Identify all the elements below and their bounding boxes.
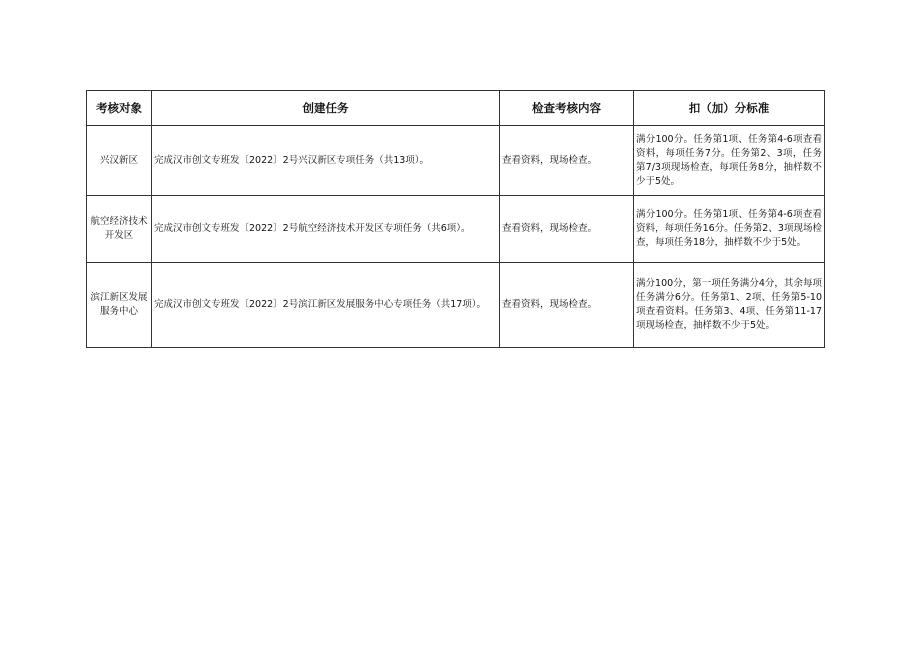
inspection-content-cell: 查看资料，现场检查。 [500, 126, 634, 196]
header-inspection-content: 检查考核内容 [500, 91, 634, 126]
header-task: 创建任务 [152, 91, 500, 126]
assessment-target-cell: 滨江新区发展服务中心 [87, 263, 152, 348]
header-assessment-target: 考核对象 [87, 91, 152, 126]
scoring-standard-cell: 满分100分，第一项任务满分4分，其余每项任务满分6分。任务第1、2项、任务第5-10项查看资料。任务第3、4项、任务第11-17项现场检查，抽样数不少于5处。 [634, 263, 825, 348]
header-row [87, 91, 825, 126]
table-row [87, 126, 825, 196]
header-scoring-standard: 扣（加）分标准 [634, 91, 825, 126]
assessment-table [86, 90, 825, 348]
scoring-standard-cell: 满分100分。任务第1项、任务第4-6项查看资料，每项任务16分。任务第2、3项现场检查，每项任务18分，抽样数不少于5处。 [634, 196, 825, 263]
inspection-content-cell: 查看资料，现场检查。 [500, 196, 634, 263]
task-cell: 完成汉市创文专班发〔2022〕2号滨江新区发展服务中心专项任务（共17项）。 [152, 263, 500, 348]
scoring-standard-cell: 满分100分。任务第1项、任务第4-6项查看资料，每项任务7分。任务第2、3项，任务第7/3项现场检查，每项任务8分，抽样数不少于5处。 [634, 126, 825, 196]
assessment-target-cell: 航空经济技术开发区 [87, 196, 152, 263]
inspection-content-cell: 查看资料，现场检查。 [500, 263, 634, 348]
task-cell: 完成汉市创文专班发〔2022〕2号航空经济技术开发区专项任务（共6项）。 [152, 196, 500, 263]
task-cell: 完成汉市创文专班发〔2022〕2号兴汉新区专项任务（共13项）。 [152, 126, 500, 196]
assessment-target-cell: 兴汉新区 [87, 126, 152, 196]
table-row [87, 263, 825, 348]
table-row [87, 196, 825, 263]
